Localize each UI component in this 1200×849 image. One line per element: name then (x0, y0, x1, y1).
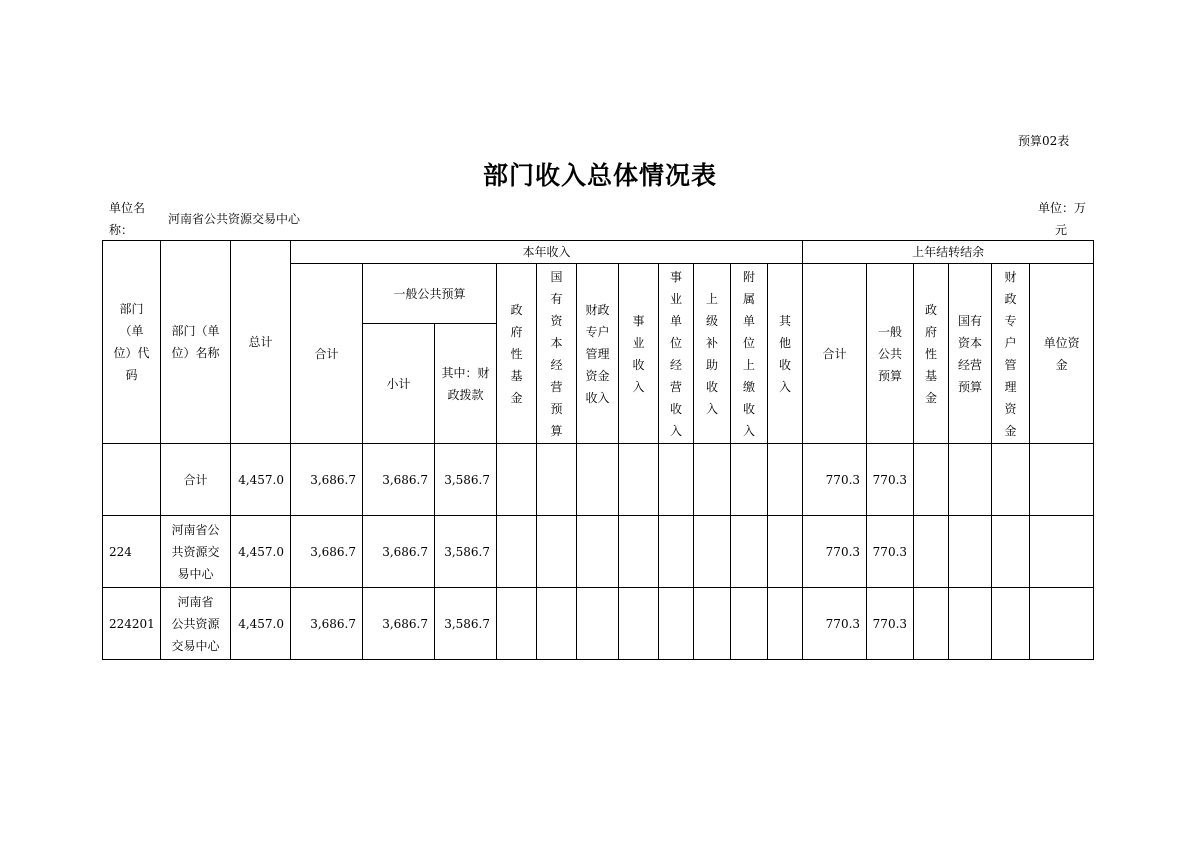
cell-empty (1030, 516, 1094, 588)
cell-empty (992, 588, 1030, 660)
cell-empty (659, 444, 694, 516)
header-cy-other-income: 其 他 收 入 (768, 264, 803, 444)
header-cy-subtotal: 合计 (291, 264, 363, 444)
cell-py-general-budget: 770.3 (867, 588, 914, 660)
page-title: 部门收入总体情况表 (482, 161, 717, 190)
cell-py-general-budget: 770.3 (867, 444, 914, 516)
header-dept-code: 部门 （单 位）代 码 (103, 241, 161, 444)
cell-empty (949, 588, 992, 660)
header-dept-name: 部门（单 位）名称 (161, 241, 231, 444)
cell-empty (768, 516, 803, 588)
cell-empty (1030, 444, 1094, 516)
cell-empty (731, 444, 768, 516)
cell-empty (694, 588, 731, 660)
cell-empty (577, 444, 619, 516)
cell-empty (659, 588, 694, 660)
header-py-state-capital: 国有 资本 经营 预算 (949, 264, 992, 444)
cell-cy-gb-fiscal-grant: 3,586.7 (435, 588, 497, 660)
unit-name-label-line2: 称： (109, 223, 134, 237)
cell-empty (768, 588, 803, 660)
income-table (102, 240, 1094, 660)
header-cy-state-capital: 国 有 资 本 经 营 预 算 (537, 264, 577, 444)
cell-cy-gb-subtotal: 3,686.7 (363, 444, 435, 516)
cell-empty (619, 516, 659, 588)
cell-py-subtotal: 770.3 (803, 588, 867, 660)
cell-empty (537, 516, 577, 588)
header-cy-gb-fiscal-grant: 其中：财 政拨款 (435, 324, 497, 444)
header-cy-subsidiary-remit: 附 属 单 位 上 缴 收 入 (731, 264, 768, 444)
cell-name: 合计 (161, 444, 231, 516)
header-py-subtotal: 合计 (803, 264, 867, 444)
header-py-gov-fund: 政 府 性 基 金 (914, 264, 949, 444)
cell-total: 4,457.0 (231, 516, 291, 588)
cell-cy-subtotal: 3,686.7 (291, 588, 363, 660)
cell-empty (914, 444, 949, 516)
cell-empty (537, 444, 577, 516)
cell-cy-gb-subtotal: 3,686.7 (363, 516, 435, 588)
cell-py-subtotal: 770.3 (803, 444, 867, 516)
header-total: 总计 (231, 241, 291, 444)
cell-empty (914, 516, 949, 588)
header-current-year: 本年收入 (291, 241, 803, 264)
cell-empty (577, 516, 619, 588)
cell-empty (497, 516, 537, 588)
cell-empty (992, 516, 1030, 588)
unit-name-value: 河南省公共资源交易中心 (168, 212, 301, 226)
cell-cy-subtotal: 3,686.7 (291, 516, 363, 588)
cell-empty (619, 588, 659, 660)
cell-py-subtotal: 770.3 (803, 516, 867, 588)
table-row (103, 516, 1094, 588)
cell-total: 4,457.0 (231, 444, 291, 516)
cell-empty (914, 588, 949, 660)
header-cy-superior-subsidy: 上 级 补 助 收 入 (694, 264, 731, 444)
cell-empty (949, 516, 992, 588)
cell-cy-gb-fiscal-grant: 3,586.7 (435, 444, 497, 516)
cell-name: 河南省 公共资源 交易中心 (161, 588, 231, 660)
cell-py-general-budget: 770.3 (867, 516, 914, 588)
header-py-unit-fund: 单位资 金 (1030, 264, 1094, 444)
cell-cy-gb-subtotal: 3,686.7 (363, 588, 435, 660)
table-row (103, 588, 1094, 660)
cell-name: 河南省公 共资源交 易中心 (161, 516, 231, 588)
cell-total: 4,457.0 (231, 588, 291, 660)
header-cy-general-budget: 一般公共预算 (363, 264, 497, 324)
header-cy-business-unit-operating: 事 业 单 位 经 营 收 入 (659, 264, 694, 444)
unit-name-label-line1: 单位名 (109, 201, 146, 215)
cell-empty (497, 588, 537, 660)
cell-empty (577, 588, 619, 660)
cell-empty (659, 516, 694, 588)
cell-cy-gb-fiscal-grant: 3,586.7 (435, 516, 497, 588)
unit-label-line1: 单位：万 (1038, 201, 1087, 215)
cell-empty (694, 516, 731, 588)
header-cy-gov-fund: 政 府 性 基 金 (497, 264, 537, 444)
cell-empty (768, 444, 803, 516)
table-row (103, 444, 1094, 516)
cell-empty (537, 588, 577, 660)
header-cy-business-income: 事 业 收 入 (619, 264, 659, 444)
cell-code: 224201 (103, 588, 161, 660)
form-number: 预算02表 (1018, 134, 1070, 148)
cell-empty (992, 444, 1030, 516)
cell-empty (694, 444, 731, 516)
cell-empty (619, 444, 659, 516)
cell-cy-subtotal: 3,686.7 (291, 444, 363, 516)
cell-empty (731, 516, 768, 588)
cell-empty (497, 444, 537, 516)
cell-code (103, 444, 161, 516)
header-prior-year: 上年结转结余 (803, 241, 1094, 264)
cell-empty (949, 444, 992, 516)
cell-empty (731, 588, 768, 660)
header-cy-gb-subtotal: 小计 (363, 324, 435, 444)
unit-label-line2: 元 (1055, 223, 1068, 237)
header-cy-special-fund: 财政 专户 管理 资金 收入 (577, 264, 619, 444)
cell-empty (1030, 588, 1094, 660)
cell-code: 224 (103, 516, 161, 588)
header-py-general-budget: 一般 公共 预算 (867, 264, 914, 444)
header-py-special-fund: 财 政 专 户 管 理 资 金 (992, 264, 1030, 444)
